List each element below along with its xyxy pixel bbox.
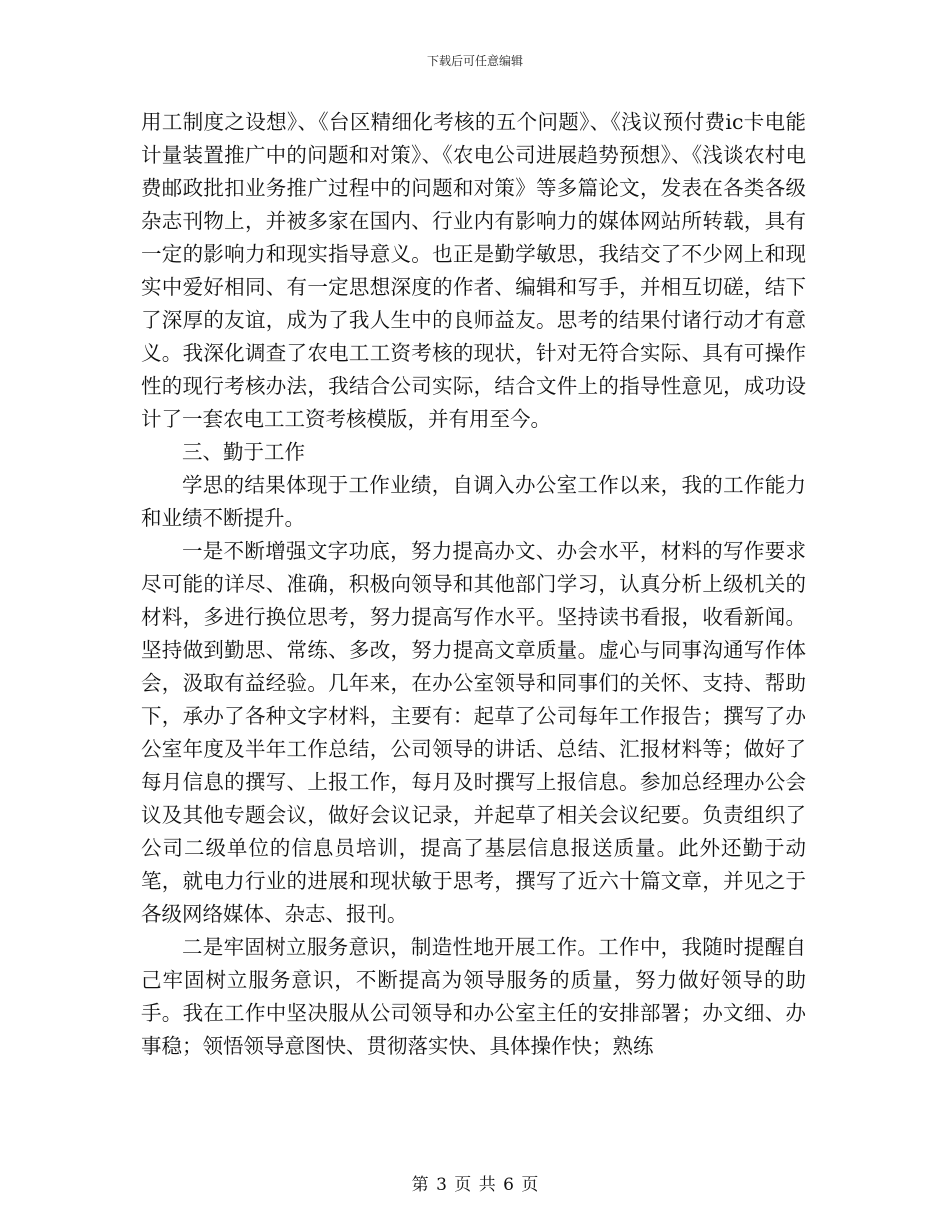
paragraph-point-one: 一是不断增强文字功底，努力提高办文、办会水平，材料的写作要求尽可能的详尽、准确，积极向领导和其他部门学习，认真分析上级机关的材料，多进行换位思考，努力提高写作水平。坚持读书看报，收看新闻。坚持做到勤思、常练、多改，努力提高文章质量。虚心与同事沟通写作体会，汲取有益经验。几年来，在办公室领导和同事们的关怀、支持、帮助下，承办了各种文字材料，主要有：起草了公司每年工作报告；撰写了办公室年度及半年工作总结，公司领导的讲话、总结、汇报材料等；做好了每月信息的撰写、上报工作，每月及时撰写上报信息。参加总经理办公会议及其他专题会议，做好会议记录，并起草了相关会议纪要。负责组织了公司二级单位的信息员培训，提高了基层信息报送质量。此外还勤于动笔，就电力行业的进展和现状敏于思考，撰写了近六十篇文章，并见之于各级网络媒体、杂志、报刊。 [141, 539, 806, 926]
paragraph-point-two: 二是牢固树立服务意识，制造性地开展工作。工作中，我随时提醒自己牢固树立服务意识，不断提高为领导服务的质量，努力做好领导的助手。我在工作中坚决服从公司领导和办公室主任的安排部署；办文细、办事稳；领悟领导意图快、贯彻落实快、具体操作快；熟练 [141, 935, 806, 1058]
page-footer: 第 3 页 共 6 页 [411, 1175, 539, 1195]
paragraph-intro: 学思的结果体现于工作业绩，自调入办公室工作以来，我的工作能力和业绩不断提升。 [141, 473, 806, 530]
page-header: 下载后可任意编辑 [426, 54, 523, 68]
section-heading: 三、勤于工作 [182, 440, 305, 464]
paragraph-continuation: 用工制度之设想》、《台区精细化考核的五个问题》、《浅议预付费ic卡电能计量装置推广中的问题和对策》、《农电公司进展趋势预想》、《浅谈农村电费邮政批扣业务推广过程中的问题和对策》等多篇论文，发表在各类各级杂志刊物上，并被多家在国内、行业内有影响力的媒体网站所转载，具有一定的影响力和现实指导意义。也正是勤学敏思，我结交了不少网上和现实中爱好相同、有一定思想深度的作者、编辑和写手，并相互切磋，结下了深厚的友谊，成为了我人生中的良师益友。思考的结果付诸行动才有意义。我深化调查了农电工工资考核的现状，针对无符合实际、具有可操作性的现行考核办法，我结合公司实际，结合文件上的指导性意见，成功设计了一套农电工工资考核模版，并有用至今。 [141, 110, 806, 431]
document-body [141, 106, 806, 1063]
